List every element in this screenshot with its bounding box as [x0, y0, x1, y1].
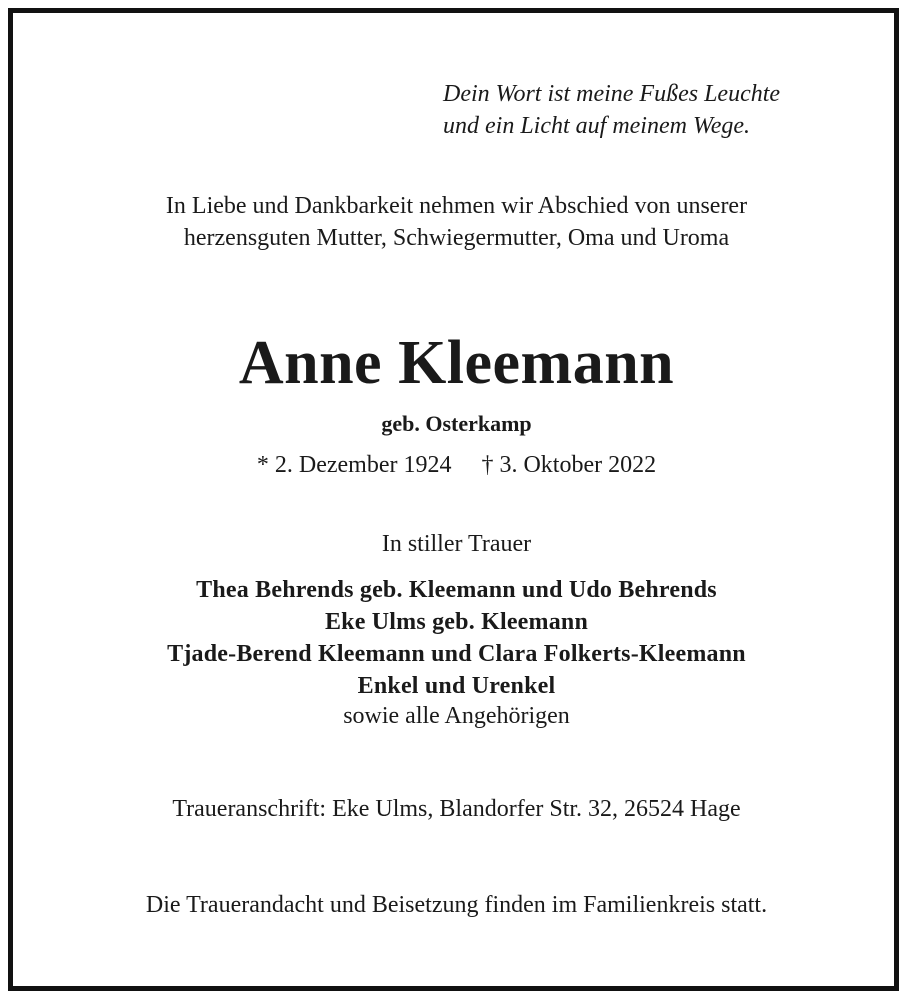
verse-line-1: Dein Wort ist meine Fußes Leuchte [443, 81, 781, 107]
death-date: † 3. Oktober 2022 [481, 452, 657, 478]
mourning-address: Traueranschrift: Eke Ulms, Blandorfer Str. 32, 26524 Hage [172, 796, 741, 822]
maiden-name: geb. Osterkamp [381, 411, 532, 436]
mourning-heading: In stiller Trauer [381, 531, 532, 557]
verse-line-2: und ein Licht auf meinem Wege. [443, 113, 751, 139]
other-relatives: sowie alle Angehörigen [343, 703, 570, 729]
mourner-line: Tjade-Berend Kleemann und Clara Folkerts-Kleemann [167, 641, 746, 667]
birth-date: * 2. Dezember 1924 [256, 452, 452, 478]
mourner-line: Thea Behrends geb. Kleemann und Udo Behrends [196, 577, 717, 603]
intro-line-2: herzensguten Mutter, Schwiegermutter, Oma und Uroma [183, 225, 730, 251]
mourner-line: Eke Ulms geb. Kleemann [324, 609, 589, 635]
intro-line-1: In Liebe und Dankbarkeit nehmen wir Abschied von unserer [165, 193, 748, 219]
mourner-line: Enkel und Urenkel [357, 673, 556, 699]
deceased-name: Anne Kleemann [238, 329, 675, 397]
obituary-frame [8, 8, 899, 991]
life-dates [0, 449, 913, 481]
ceremony-note: Die Trauerandacht und Beisetzung finden im Familienkreis statt. [145, 892, 768, 918]
